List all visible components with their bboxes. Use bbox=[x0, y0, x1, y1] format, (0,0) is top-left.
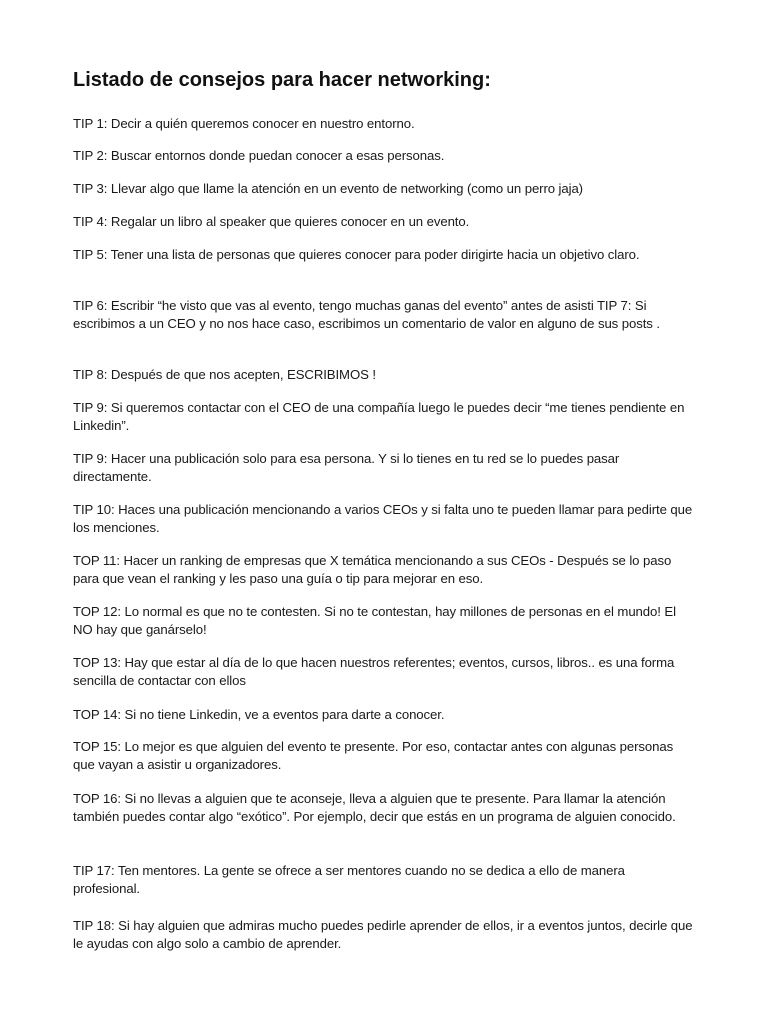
tip-11: TOP 11: Hacer un ranking de empresas que X temática mencionando a sus CEOs - Después se lo paso para que vean el ranking y les paso una guía o tip para mejorar en eso. bbox=[73, 553, 672, 586]
tip-9-publicacion: TIP 9: Hacer una publicación solo para esa persona. Y si lo tienes en tu red se lo puedes pasar directamente. bbox=[73, 451, 620, 484]
tip-16: TOP 16: Si no llevas a alguien que te aconseje, lleva a alguien que te presente. Para llamar la atención también puedes contar algo “exótico”. Por ejemplo, decir que estás en un programa de alguien conocido. bbox=[73, 791, 676, 824]
tip-4: TIP 4: Regalar un libro al speaker que quieres conocer en un evento. bbox=[73, 214, 470, 229]
tip-18: TIP 18: Si hay alguien que admiras mucho puedes pedirle aprender de ellos, ir a eventos juntos, decirle que le ayudas con algo solo a cambio de aprender. bbox=[73, 918, 693, 951]
tip-14: TOP 14: Si no tiene Linkedin, ve a eventos para darte a conocer. bbox=[73, 707, 445, 722]
tip-5: TIP 5: Tener una lista de personas que quieres conocer para poder dirigirte hacia un objetivo claro. bbox=[73, 247, 640, 262]
tip-13: TOP 13: Hay que estar al día de lo que hacen nuestros referentes; eventos, cursos, libros.. es una forma sencilla de contactar con ellos bbox=[73, 655, 675, 688]
tip-10: TIP 10: Haces una publicación mencionando a varios CEOs y si falta uno te pueden llamar para pedirte que los menciones. bbox=[73, 502, 693, 535]
tip-17: TIP 17: Ten mentores. La gente se ofrece a ser mentores cuando no se dedica a ello de manera profesional. bbox=[73, 863, 625, 896]
tip-2: TIP 2: Buscar entornos donde puedan conocer a esas personas. bbox=[73, 148, 445, 163]
document-title: Listado de consejos para hacer networking: bbox=[73, 69, 491, 91]
tip-9-ceo: TIP 9: Si queremos contactar con el CEO de una compañía luego le puedes decir “me tienes pendiente en Linkedin”. bbox=[73, 400, 685, 433]
tip-1: TIP 1: Decir a quién queremos conocer en nuestro entorno. bbox=[73, 116, 415, 131]
tip-8: TIP 8: Después de que nos acepten, ESCRIBIMOS ! bbox=[73, 367, 376, 382]
tip-15: TOP 15: Lo mejor es que alguien del evento te presente. Por eso, contactar antes con algunas personas que vayan a asistir u organizadores. bbox=[73, 739, 674, 772]
tip-3: TIP 3: Llevar algo que llame la atención en un evento de networking (como un perro jaja) bbox=[73, 181, 583, 196]
tip-6-7: TIP 6: Escribir “he visto que vas al evento, tengo muchas ganas del evento” antes de asisti TIP 7: Si escribimos a un CEO y no nos hace caso, escribimos un comentario de valor en alguno de sus posts . bbox=[73, 298, 660, 331]
tip-12: TOP 12: Lo normal es que no te contesten. Si no te contestan, hay millones de personas en el mundo! El NO hay que ganárselo! bbox=[73, 604, 676, 637]
